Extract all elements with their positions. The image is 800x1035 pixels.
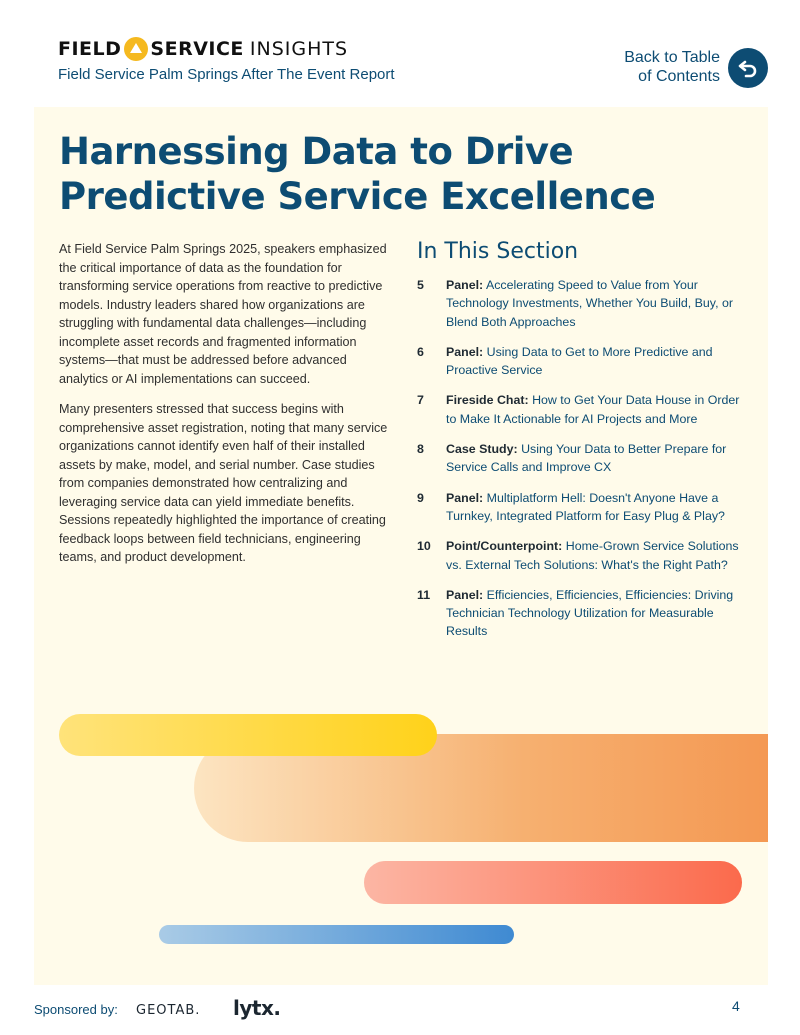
toc-item-7[interactable] (417, 391, 747, 428)
toc-session-title: Multiplatform Hell: Doesn't Anyone Have a Turnkey, Integrated Platform for Easy Plug & Play? (446, 490, 725, 523)
toc-page-number: 9 (417, 490, 424, 505)
back-to-toc-button[interactable] (728, 48, 768, 88)
logo-word-field: FIELD (58, 38, 122, 60)
toc-item-11[interactable] (417, 586, 747, 641)
toc-item-10[interactable] (417, 537, 747, 574)
toc-entry-text (446, 489, 747, 526)
intro-paragraph: At Field Service Palm Springs 2025, speakers emphasized the critical importance of data as the foundation for transforming service operations from reactive to predictive models. Industry leaders shared how organizations are struggling with fundamental data challenges—including incomplete asset records and fragmented information systems—that must be addressed before advanced analytics or AI implementations can succeed. (59, 242, 387, 386)
page-number: 4 (732, 998, 740, 1014)
toc-page-number: 11 (417, 587, 431, 602)
toc-session-title: Home-Grown Service Solutions vs. External Tech Solutions: What's the Right Path? (446, 539, 739, 572)
title-line-2: Predictive Service Excellence (59, 175, 656, 218)
toc-entry-text (446, 391, 747, 428)
toc-session-title: How to Get Your Data House in Order to Make It Actionable for AI Projects and More (446, 393, 740, 426)
content-panel (34, 107, 768, 985)
toc-entry-text (446, 586, 747, 641)
intro-text (59, 240, 389, 567)
page-title (59, 129, 679, 219)
toc-session-type: Panel: (446, 490, 484, 505)
back-to-toc-link[interactable] (624, 48, 720, 86)
toc-page-number: 7 (417, 393, 424, 408)
toc-session-title: Efficiencies, Efficiencies, Efficiencies: Driving Technician Technology Utilization for Measurable Results (446, 587, 734, 639)
decorative-yellow-bar (59, 714, 437, 756)
toc-page-number: 10 (417, 539, 431, 554)
report-subtitle: Field Service Palm Springs After The Event Report (58, 66, 395, 83)
sponsor-logo-lytx: lytx. (233, 996, 281, 1020)
toc-session-type: Panel: (446, 278, 484, 292)
toc-heading: In This Section (417, 239, 579, 264)
toc-entry-text (446, 276, 747, 331)
toc-item-8[interactable] (417, 440, 747, 477)
toc-session-type: Panel: (446, 587, 484, 602)
toc-item-5[interactable] (417, 276, 747, 331)
logo-word-service: SERVICE (150, 38, 244, 60)
toc-item-9[interactable] (417, 489, 747, 526)
toc-session-type: Case Study: (446, 442, 518, 457)
back-link-line1: Back to Table (624, 49, 720, 66)
back-link-line2: of Contents (638, 68, 720, 85)
toc-session-type: Panel: (446, 344, 484, 359)
logo-word-insights: INSIGHTS (249, 38, 349, 60)
intro-paragraph: Many presenters stressed that success begins with comprehensive asset registration, noting that many service organizations cannot identify even half of their installed assets by make, model, and serial number. Case studies from companies demonstrated how centralizing and leveraging service data can yield immediate benefits. Sessions repeatedly highlighted the importance of creating feedback loops between field technicians, engineering teams, and product development. (59, 402, 388, 564)
brand-logo (58, 36, 348, 62)
decorative-coral-bar (364, 861, 742, 904)
toc-item-6[interactable] (417, 343, 747, 380)
toc-page-number: 8 (417, 442, 424, 457)
toc-entry-text (446, 537, 747, 574)
toc-session-title: Using Your Data to Better Prepare for Service Calls and Improve CX (446, 442, 727, 475)
toc-session-type: Fireside Chat: (446, 393, 529, 408)
title-line-1: Harnessing Data to Drive (59, 130, 574, 173)
toc-entry-text (446, 440, 747, 477)
section-toc (417, 239, 747, 653)
sponsor-logo-geotab: GEOTAB. (136, 1003, 201, 1018)
return-arrow-icon (737, 57, 759, 79)
toc-page-number: 5 (417, 278, 424, 292)
toc-session-type: Point/Counterpoint: (446, 539, 563, 554)
triangle-in-circle-icon (124, 37, 148, 61)
sponsored-label: Sponsored by: (34, 1002, 118, 1017)
decorative-blue-bar (159, 925, 514, 944)
toc-session-title: Using Data to Get to More Predictive and Proactive Service (446, 344, 713, 378)
toc-entry-text (446, 343, 747, 380)
toc-page-number: 6 (417, 344, 424, 359)
toc-session-title: Accelerating Speed to Value from Your Technology Investments, Whether You Build, Buy, or Blend Both Approaches (446, 278, 733, 329)
